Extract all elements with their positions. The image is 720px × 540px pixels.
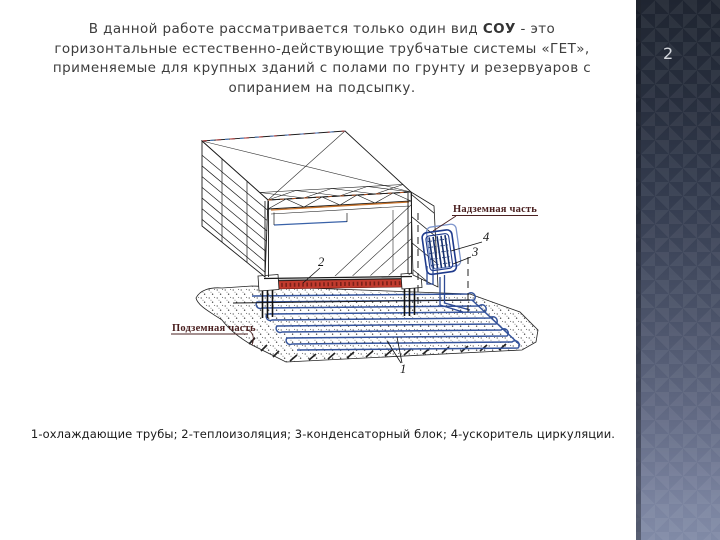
- callout-1: 1: [400, 362, 407, 376]
- figure-caption: 1-охлаждающие трубы; 2-теплоизоляция; 3-конденсаторный блок; 4-ускоритель циркуляции.: [30, 427, 616, 441]
- slide-number: 2: [663, 44, 674, 63]
- label-above-ground: Надземная часть: [453, 204, 538, 215]
- title-line-4: опиранием на подсыпку.: [228, 79, 416, 96]
- label-below-ground: Подземная часть: [172, 323, 256, 334]
- title-line-2: горизонтальные естественно-действующие трубчатые системы «ГЕТ»,: [54, 40, 590, 57]
- get-system-diagram: [163, 125, 545, 400]
- title-line-1: В данной работе рассматривается только один вид СОУ - это: [88, 21, 556, 37]
- slide-title: [17, 20, 627, 98]
- title-line-3: применяемые для крупных зданий с полами по грунту и резервуаров с: [52, 60, 592, 76]
- callout-3: 3: [472, 245, 479, 259]
- callout-4: 4: [483, 230, 490, 244]
- sidebar-panel: [636, 0, 720, 540]
- insulation-strip: [262, 279, 412, 290]
- building-structure: [197, 131, 440, 296]
- callout-2: 2: [318, 255, 325, 269]
